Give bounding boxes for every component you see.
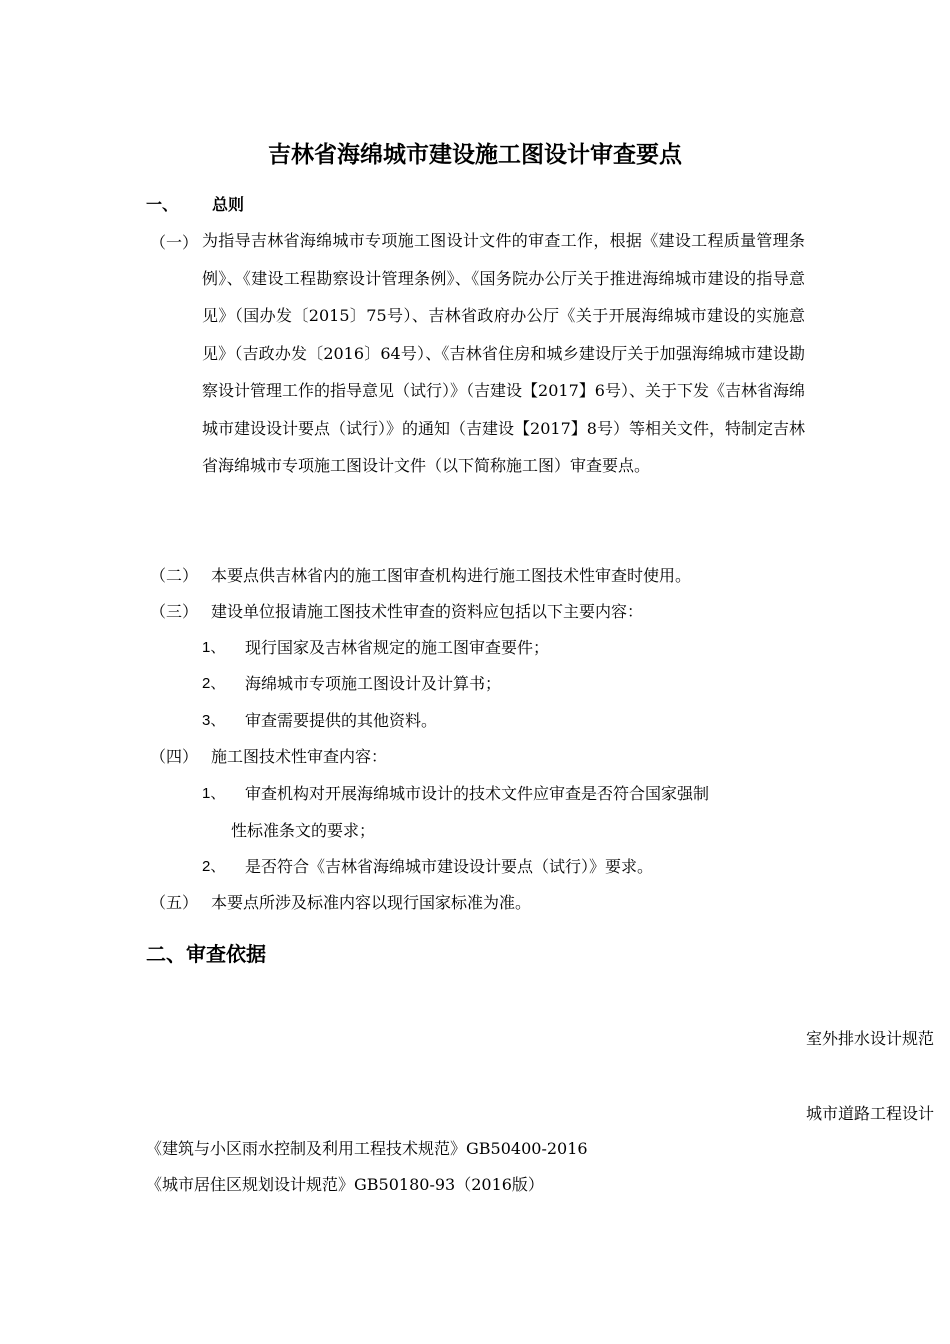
item-2-label: （二） [150,566,199,585]
item-1-text: 为指导吉林省海绵城市专项施工图设计文件的审查工作，根据《建设工程质量管理条例》、《建设工程勘察设计管理条例》、《国务院办公厅关于推进海绵城市建设的指导意见》（国办发〔2015〕75号）、吉林省政府办公厅《关于开展海绵城市建设的实施意见》（吉政办发〔2016〕64号）、《吉林省住房和城乡建设厅关于加强海绵城市建设勘察设计管理工作的指导意见（试行）》（吉建设【2017】6号）、关于下发《吉林省海绵城市建设设计要点（试行）》的通知（吉建设【2017】8号）等相关文件，特制定吉林省海绵城市专项施工图设计文件（以下简称施工图）审查要点。 [202,231,805,475]
cutoff-reference-1: 室外排水设计规范 [806,1029,935,1048]
item-4-sub-2-number: 2、 [202,858,226,875]
item-4-label: （四） [150,747,199,766]
item-4-sub-1-text: 审查机构对开展海绵城市设计的技术文件应审查是否符合国家强制 [245,784,710,803]
item-1-label: （一） [150,233,199,252]
item-3-sub-3-number: 3、 [202,712,226,729]
item-3-sub-2-number: 2、 [202,675,226,692]
item-3-sub-2-text: 海绵城市专项施工图设计及计算书； [245,674,502,693]
item-3-sub-1-text: 现行国家及吉林省规定的施工图审查要件； [245,638,550,657]
item-2-text: 本要点供吉林省内的施工图审查机构进行施工图技术性审查时使用。 [211,566,692,585]
item-4-sub-1-continuation: 性标准条文的要求； [231,821,376,840]
item-5-text: 本要点所涉及标准内容以现行国家标准为准。 [211,893,532,912]
item-5-label: （五） [150,893,199,912]
item-4-text: 施工图技术性审查内容： [211,747,388,766]
item-3-label: （三） [150,602,199,621]
section-1-number: 一、 [146,195,179,214]
cutoff-reference-2: 城市道路工程设计 [806,1104,935,1123]
section-1-heading: 总则 [212,195,245,214]
item-4-sub-2-text: 是否符合《吉林省海绵城市建设设计要点（试行）》要求。 [245,857,654,876]
section-2-heading: 二、审查依据 [146,942,266,966]
document-title: 吉林省海绵城市建设施工图设计审查要点 [268,142,682,168]
reference-1: 《建筑与小区雨水控制及利用工程技术规范》GB50400-2016 [146,1139,588,1158]
item-4-sub-1-number: 1、 [202,785,226,802]
item-3-sub-3-text: 审查需要提供的其他资料。 [245,711,438,730]
reference-2: 《城市居住区规划设计规范》GB50180-93（2016版） [146,1175,544,1194]
item-3-sub-1-number: 1、 [202,639,226,656]
item-3-text: 建设单位报请施工图技术性审查的资料应包括以下主要内容： [211,602,644,621]
